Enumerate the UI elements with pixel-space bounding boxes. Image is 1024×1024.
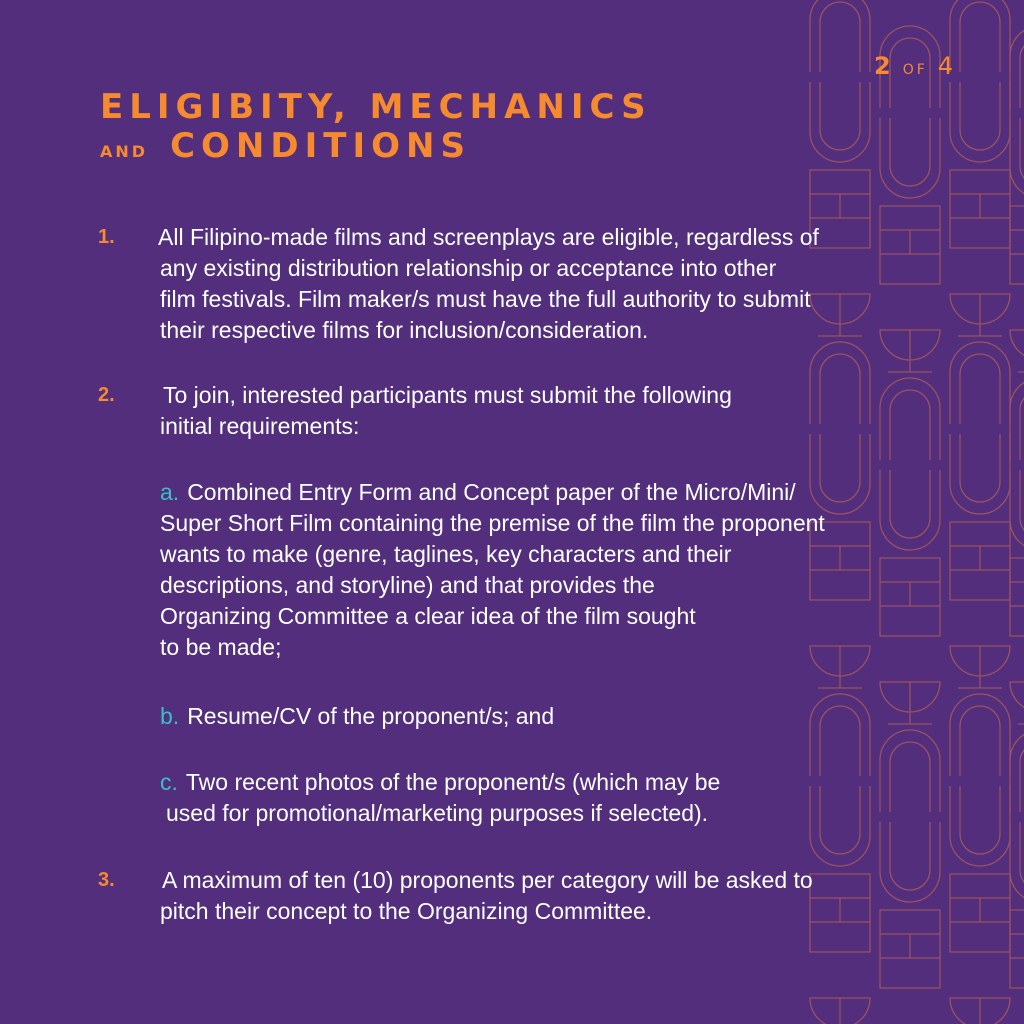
- pattern-shape: [890, 822, 930, 890]
- item-text-line: All Filipino-made films and screenplays are eligible, regardless of: [158, 224, 819, 250]
- pattern-shape: [820, 786, 860, 854]
- pattern-shape: [890, 742, 930, 812]
- pattern-shape: [888, 682, 932, 724]
- pattern-shape: [1010, 910, 1024, 988]
- pattern-shape: [1010, 378, 1024, 460]
- pattern-shape: [890, 118, 930, 186]
- pattern-shape: [958, 998, 1002, 1024]
- item-number: 3.: [98, 869, 115, 891]
- item-text-line: any existing distribution relationship or acceptance into other: [160, 255, 777, 281]
- pattern-shape: [1020, 470, 1024, 538]
- item-number: 2.: [98, 384, 115, 406]
- pattern-shape: [958, 294, 1002, 336]
- pattern-shape: [1010, 230, 1024, 254]
- subitem-text-line: c. Two recent photos of the proponent/s (which may be: [160, 769, 721, 795]
- subitem-letter: b.: [160, 703, 180, 729]
- title-line-1: ELIGIBITY, MECHANICS: [100, 87, 652, 127]
- pattern-shape: [958, 646, 1002, 688]
- pattern-shape: [818, 294, 862, 336]
- subitem-letter: c.: [160, 769, 178, 795]
- page-total: 4: [937, 52, 954, 80]
- pattern-shape: [1010, 558, 1024, 636]
- pattern-shape: [820, 434, 860, 502]
- item-text-line: film festivals. Film maker/s must have the full authority to submit: [160, 286, 811, 312]
- pattern-shape: [890, 470, 930, 538]
- pattern-shape: [950, 0, 1010, 72]
- subitem-text-line: used for promotional/marketing purposes if selected).: [166, 800, 709, 826]
- pattern-shape: [818, 646, 862, 688]
- subitem-text-line: descriptions, and storyline) and that provides the: [160, 572, 655, 598]
- page-indicator: [874, 52, 953, 80]
- pattern-shape: [1010, 26, 1024, 108]
- pattern-shape: [960, 82, 1000, 150]
- item-text-line: A maximum of ten (10) proponents per category will be asked to: [162, 867, 813, 893]
- pattern-shape: [960, 706, 1000, 776]
- subitem-text-line: b. Resume/CV of the proponent/s; and: [160, 703, 555, 729]
- subitem-text-line: wants to make (genre, taglines, key characters and their: [160, 541, 732, 567]
- pattern-shape: [1010, 470, 1024, 550]
- page-current: 2: [874, 52, 891, 80]
- pattern-shape: [810, 0, 870, 72]
- title-conditions: CONDITIONS: [170, 126, 471, 166]
- pattern-shape: [960, 2, 1000, 72]
- subitem-text-line: Organizing Committee a clear idea of the film sought: [160, 603, 696, 629]
- pattern-shape: [820, 706, 860, 776]
- pattern-shape: [820, 82, 860, 150]
- pattern-shape: [960, 434, 1000, 502]
- subitem-text-line: to be made;: [160, 634, 282, 660]
- title-and: AND: [100, 142, 149, 161]
- pattern-shape: [890, 390, 930, 460]
- subitem-letter: a.: [160, 479, 180, 505]
- pattern-shape: [1010, 822, 1024, 902]
- pattern-shape: [1020, 822, 1024, 890]
- pattern-shape: [818, 998, 862, 1024]
- pattern-shape: [1010, 330, 1024, 360]
- pattern-shape: [1010, 730, 1024, 812]
- pattern-shape: [1010, 206, 1024, 284]
- pattern-shape: [960, 786, 1000, 854]
- pattern-shape: [1010, 682, 1024, 712]
- pattern-shape: [960, 354, 1000, 424]
- page-title: [100, 86, 652, 170]
- pattern-shape: [1010, 118, 1024, 198]
- item-text-line: pitch their concept to the Organizing Committee.: [160, 898, 653, 924]
- item-text-line: their respective films for inclusion/consideration.: [160, 317, 649, 343]
- pattern-shape: [820, 354, 860, 424]
- pattern-shape: [1020, 742, 1024, 812]
- subitem-text-line: a. Combined Entry Form and Concept paper of the Micro/Mini/: [160, 479, 796, 505]
- subitem-text-line: Super Short Film containing the premise of the film the proponent: [160, 510, 825, 536]
- pattern-shape: [1010, 934, 1024, 958]
- item-text-line: initial requirements:: [160, 413, 360, 439]
- page-of-label: OF: [902, 62, 928, 78]
- item-number: 1.: [98, 226, 115, 248]
- pattern-shape: [1020, 118, 1024, 186]
- pattern-shape: [1020, 390, 1024, 460]
- pattern-shape: [1020, 38, 1024, 108]
- pattern-shape: [820, 2, 860, 72]
- title-line-2: [100, 128, 652, 170]
- pattern-shape: [1010, 582, 1024, 606]
- item-text-line: To join, interested participants must submit the following: [163, 382, 732, 408]
- pattern-shape: [888, 330, 932, 372]
